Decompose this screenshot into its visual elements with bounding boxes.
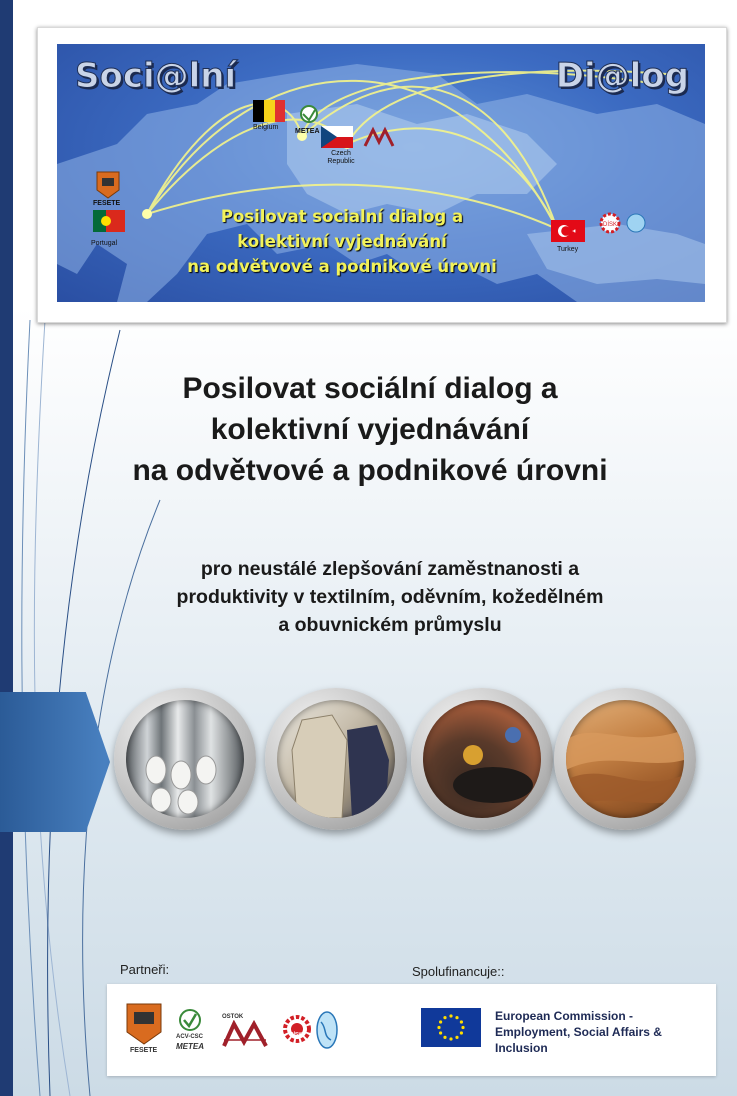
svg-text:DİSK: DİSK xyxy=(602,222,618,228)
spools-graphic xyxy=(126,700,244,818)
metea-partner-label: METEA xyxy=(176,1042,204,1051)
leather-graphic xyxy=(566,700,684,818)
metea-logo-icon xyxy=(297,104,321,128)
fesete-logo-icon xyxy=(95,170,121,200)
banner-slogan: Posilovat socialní dialog a kolektivní vyjednávání na odvětvové a podnikové úrovni xyxy=(187,207,497,276)
acv-csc-label: ACV-CSC xyxy=(176,1034,204,1040)
label-belgium: Belgium xyxy=(253,124,279,131)
subtitle-line-1: pro neustálé zlepšování zaměstnanosti a xyxy=(200,558,580,580)
disk-partner-label: DİSK xyxy=(290,1032,302,1038)
photo-textile-spools xyxy=(114,688,256,830)
european-commission-text: European Commission - Employment, Social Affairs & Inclusion xyxy=(495,1009,662,1055)
label-metea-banner: METEA xyxy=(295,128,320,135)
subtitle xyxy=(100,555,680,639)
label-portugal: Portugal xyxy=(91,240,118,247)
main-title xyxy=(60,368,680,491)
photo-footwear xyxy=(411,688,553,830)
disk-logo-icon xyxy=(599,212,621,234)
tok-logo-icon xyxy=(363,126,397,148)
main-title-line-2: kolektivní vyjednávání xyxy=(210,413,530,446)
partners-label: Partneři: xyxy=(120,962,170,977)
banner-title-left: Soci@lní xyxy=(75,56,237,96)
portugal-flag-icon xyxy=(93,210,125,232)
acv-csc-logo-icon xyxy=(178,1008,202,1032)
subtitle-line-2: produktivity v textilním, oděvním, kožedělném xyxy=(176,586,604,608)
cofunded-label: Spolufinancuje:: xyxy=(412,964,505,979)
teksif-partner-logo-icon xyxy=(315,1010,339,1050)
main-title-line-1: Posilovat sociální dialog a xyxy=(182,372,558,405)
tok-partner-label: OSTOK xyxy=(222,1014,244,1020)
main-title-line-3: na odvětvové a podnikové úrovni xyxy=(132,454,608,487)
turkey-flag-icon xyxy=(551,220,585,242)
subtitle-line-3: a obuvnickém průmyslu xyxy=(278,614,502,636)
czech-flag-icon xyxy=(321,126,353,148)
eu-flag-icon xyxy=(421,1008,481,1047)
fesete-partner-logo-icon xyxy=(125,1002,163,1046)
project-banner xyxy=(57,44,705,302)
jacket-graphic xyxy=(277,700,395,818)
teksif-logo-icon xyxy=(625,212,647,234)
fesete-partner-label: FESETE xyxy=(130,1047,158,1054)
label-czech: Czech Republic xyxy=(327,150,355,165)
shoe-graphic xyxy=(423,700,541,818)
tok-partner-logo-icon xyxy=(222,1020,268,1050)
label-turkey: Turkey xyxy=(557,246,579,253)
disk-partner-logo-icon xyxy=(283,1012,311,1046)
label-fesete-banner: FESETE xyxy=(93,200,121,207)
photo-leather xyxy=(554,688,696,830)
belgium-flag-icon xyxy=(253,100,285,122)
photo-clothing xyxy=(265,688,407,830)
banner-title-right: Di@log xyxy=(555,56,689,96)
